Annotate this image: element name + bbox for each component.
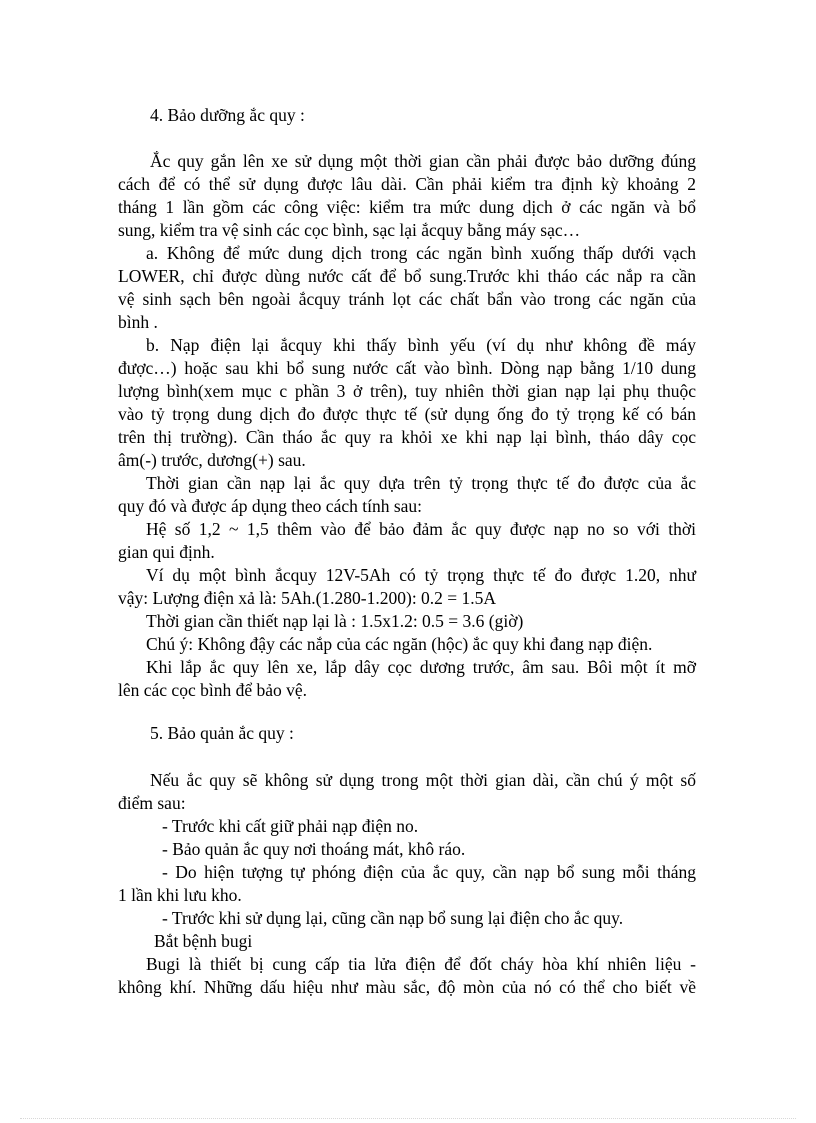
paragraph-line: Chú ý: Không đậy các nắp của các ngăn (hộc) ắc quy khi đang nạp điện. [146, 634, 653, 654]
paragraph-line: Ví dụ một bình ắcquy 12V-5Ah có tỷ trọng thực tế đo được 1.20, như [146, 565, 696, 585]
paragraph-line: Khi lắp ắc quy lên xe, lắp dây cọc dương trước, âm sau. Bôi một ít mỡ [146, 657, 696, 677]
paragraph-line: lượng bình(xem mục c phần 3 ở trên), tuy nhiên thời gian nạp lại phụ thuộc [118, 381, 696, 401]
paragraph-line: a. Không để mức dung dịch trong các ngăn bình xuống thấp dưới vạch [146, 243, 696, 263]
list-item: - Trước khi sử dụng lại, cũng cần nạp bổ sung lại điện cho ắc quy. [162, 908, 624, 928]
paragraph-line: bình . [118, 312, 158, 332]
paragraph-line: lên các cọc bình để bảo vệ. [118, 680, 308, 700]
list-item: - Trước khi cất giữ phải nạp điện no. [162, 816, 419, 836]
paragraph-line: Thời gian cần nạp lại ắc quy dựa trên tỷ trọng thực tế đo được của ắc [146, 473, 696, 493]
paragraph-line: sung, kiểm tra vệ sinh các cọc bình, sạc lại ắcquy bằng máy sạc… [118, 220, 581, 240]
paragraph-line: Nếu ắc quy sẽ không sử dụng trong một thời gian dài, cần chú ý một số [150, 770, 696, 790]
paragraph-line: tháng 1 lần gồm các công việc: kiểm tra mức dung dịch ở các ngăn và bổ [118, 197, 696, 217]
page-bottom-divider [20, 1118, 796, 1119]
paragraph-line: gian qui định. [118, 542, 215, 562]
paragraph-line: b. Nạp điện lại ắcquy khi thấy bình yếu (ví dụ như không đề máy [146, 335, 696, 355]
paragraph-line: Ắc quy gắn lên xe sử dụng một thời gian cần phải được bảo dưỡng đúng [150, 151, 696, 171]
paragraph-line: Hệ số 1,2 ~ 1,5 thêm vào để bảo đảm ắc quy được nạp no so với thời [146, 519, 696, 539]
subheading-spark-plug: Bắt bệnh bugi [154, 931, 253, 951]
list-item: - Do hiện tượng tự phóng điện của ắc quy, cần nạp bổ sung mỗi tháng [162, 862, 696, 882]
paragraph-line: Bugi là thiết bị cung cấp tia lửa điện để đốt cháy hòa khí nhiên liệu - [146, 954, 696, 974]
paragraph-line: trên thị trường). Cần tháo ắc quy ra khỏi xe khi nạp lại bình, tháo dây cọc [118, 427, 696, 447]
paragraph-line: không khí. Những dấu hiệu như màu sắc, độ mòn của nó có thể cho biết về [118, 977, 696, 997]
paragraph-line: điểm sau: [118, 793, 186, 813]
list-item: 1 lần khi lưu kho. [118, 885, 242, 905]
list-item: - Bảo quản ắc quy nơi thoáng mát, khô ráo. [162, 839, 466, 859]
paragraph-line: vệ sinh sạch bên ngoài ắcquy tránh lọt các chất bẩn vào trong các ngăn của [118, 289, 696, 309]
paragraph-line: cách để có thể sử dụng được lâu dài. Cần phải kiểm tra định kỳ khoảng 2 [118, 174, 696, 194]
heading-battery-maintenance: 4. Bảo dưỡng ắc quy : [150, 105, 305, 125]
heading-battery-storage: 5. Bảo quản ắc quy : [150, 723, 294, 743]
paragraph-line: âm(-) trước, dương(+) sau. [118, 450, 306, 470]
paragraph-line: được…) hoặc sau khi bổ sung nước cất vào bình. Dòng nạp bằng 1/10 dung [118, 358, 696, 378]
paragraph-line: vậy: Lượng điện xả là: 5Ah.(1.280-1.200): 0.2 = 1.5A [118, 588, 497, 608]
paragraph-line: quy đó và được áp dụng theo cách tính sau: [118, 496, 423, 516]
paragraph-line: LOWER, chỉ được dùng nước cất để bổ sung.Trước khi tháo các nắp ra cần [118, 266, 696, 286]
paragraph-line: Thời gian cần thiết nạp lại là : 1.5x1.2: 0.5 = 3.6 (giờ) [146, 611, 524, 631]
paragraph-line: vào tỷ trọng dung dịch đo được thực tế (sử dụng ống đo tỷ trọng kế có bán [118, 404, 696, 424]
